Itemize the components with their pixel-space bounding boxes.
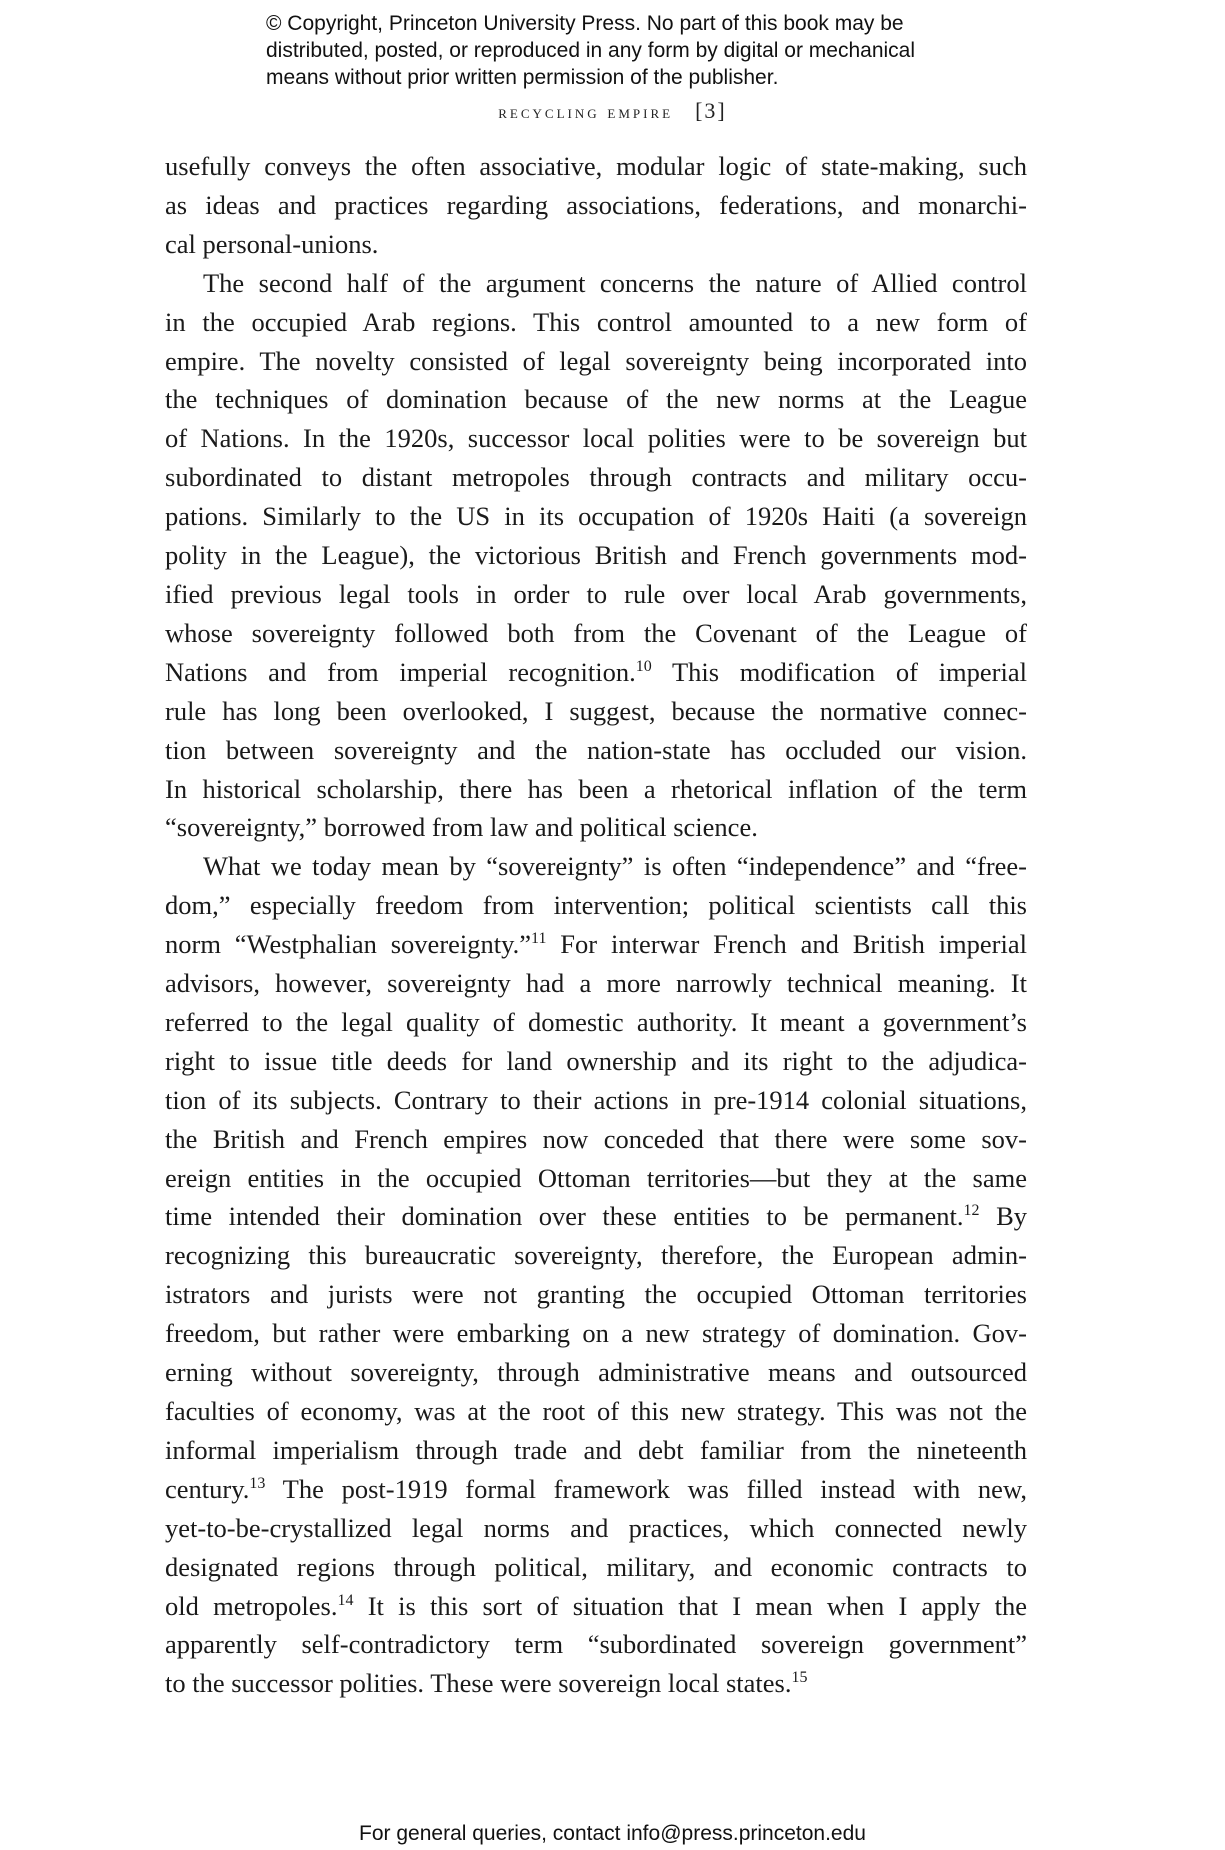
running-head-title: recycling empire	[498, 102, 674, 123]
text-line: faculties of economy, was at the root of this new strategy. This was not the	[165, 1396, 1027, 1426]
text-line: pations. Similarly to the US in its occupation of 1920s Haiti (a sovereign	[165, 501, 1027, 532]
text-line: What we today mean by “sovereignty” is often “independence” and “free-	[203, 851, 1027, 882]
paragraph	[165, 847, 1027, 1703]
footnote-ref[interactable]: 14	[337, 1591, 354, 1609]
text-line: whose sovereignty followed both from the Covenant of the League of	[165, 617, 1027, 648]
footnote-ref[interactable]: 11	[531, 930, 547, 948]
footnote-ref[interactable]: 15	[791, 1669, 808, 1687]
text-line-with-note	[165, 653, 1027, 692]
text-run: to the successor polities. These were sovereign local states.	[165, 1668, 792, 1699]
text-line-with-note	[165, 1470, 1027, 1509]
text-line: cal personal-unions.	[165, 228, 379, 259]
text-line: rule has long been overlooked, I suggest, because the normative connec-	[165, 695, 1027, 726]
copyright-line: © Copyright, Princeton University Press. No part of this book may be	[266, 12, 904, 35]
text-run: For interwar French and British imperial	[546, 929, 1027, 960]
text-run: This modification of imperial	[651, 656, 1027, 687]
text-line-with-note	[165, 1197, 1027, 1236]
text-line: dom,” especially freedom from intervention; political scientists call this	[165, 890, 1027, 921]
text-line-with-note	[165, 1587, 1027, 1626]
text-line-with-note	[165, 925, 1027, 964]
copyright-line: means without prior written permission of the publisher.	[266, 66, 779, 89]
footer-contact: For general queries, contact info@press.princeton.edu	[359, 1822, 866, 1845]
text-line: In historical scholarship, there has been a rhetorical inflation of the term	[165, 773, 1027, 804]
running-head	[0, 98, 1225, 124]
paragraph	[165, 264, 1027, 848]
text-run: norm “Westphalian sovereignty.”	[165, 929, 532, 960]
text-run: time intended their domination over these entities to be permanent.	[165, 1201, 964, 1232]
text-line: tion between sovereignty and the nation-state has occluded our vision.	[165, 734, 1027, 765]
footnote-ref[interactable]: 12	[963, 1202, 980, 1220]
paragraph	[165, 147, 1027, 264]
text-line: ereign entities in the occupied Ottoman territories—but they at the same	[165, 1162, 1027, 1193]
text-run: The post-1919 formal framework was filled instead with new,	[265, 1473, 1027, 1504]
text-line: “sovereignty,” borrowed from law and political science.	[165, 812, 758, 843]
text-run: old metropoles.	[165, 1590, 338, 1621]
text-line: advisors, however, sovereignty had a more narrowly technical meaning. It	[165, 968, 1027, 999]
text-line: ified previous legal tools in order to rule over local Arab governments,	[165, 578, 1027, 609]
text-line: referred to the legal quality of domestic authority. It meant a government’s	[165, 1006, 1027, 1037]
text-line: usefully conveys the often associative, modular logic of state-making, such	[165, 151, 1027, 181]
text-line: subordinated to distant metropoles through contracts and military occu-	[165, 462, 1027, 493]
text-line: istrators and jurists were not granting the occupied Ottoman territories	[165, 1279, 1027, 1310]
footnote-ref[interactable]: 10	[635, 657, 652, 675]
text-run: century.	[165, 1473, 250, 1504]
footnote-ref[interactable]: 13	[249, 1474, 266, 1492]
text-line: recognizing this bureaucratic sovereignty, therefore, the European admin-	[165, 1240, 1027, 1271]
text-line: of Nations. In the 1920s, successor local polities were to be sovereign but	[165, 423, 1027, 454]
text-line: the British and French empires now conceded that there were some sov-	[165, 1123, 1027, 1154]
text-line: The second half of the argument concerns the nature of Allied control	[203, 267, 1027, 298]
text-line: erning without sovereignty, through administrative means and outsourced	[165, 1357, 1027, 1388]
text-line: the techniques of domination because of the new norms at the League	[165, 384, 1027, 415]
text-line: apparently self-contradictory term “subordinated sovereign government”	[165, 1629, 1027, 1660]
text-run: Nations and from imperial recognition.	[165, 656, 636, 687]
text-line-with-note	[165, 1664, 1027, 1703]
text-line: in the occupied Arab regions. This control amounted to a new form of	[165, 306, 1027, 337]
copyright-notice	[266, 10, 986, 91]
text-run: It is this sort of situation that I mean when I apply the	[353, 1590, 1027, 1621]
body-text	[165, 147, 1027, 1703]
page-number: [3]	[695, 98, 727, 123]
text-line: empire. The novelty consisted of legal sovereignty being incorporated into	[165, 345, 1027, 376]
text-line: polity in the League), the victorious British and French governments mod-	[165, 540, 1027, 571]
text-line: informal imperialism through trade and debt familiar from the nineteenth	[165, 1434, 1027, 1465]
text-run: By	[979, 1201, 1028, 1232]
copyright-line: distributed, posted, or reproduced in any form by digital or mechanical	[266, 39, 916, 62]
text-line: as ideas and practices regarding associations, federations, and monarchi-	[165, 189, 1027, 220]
text-line: tion of its subjects. Contrary to their actions in pre-1914 colonial situations,	[165, 1084, 1027, 1115]
text-line: yet-to-be-crystallized legal norms and practices, which connected newly	[165, 1512, 1027, 1543]
text-line: freedom, but rather were embarking on a new strategy of domination. Gov-	[165, 1318, 1027, 1349]
text-line: right to issue title deeds for land ownership and its right to the adjudica-	[165, 1045, 1027, 1076]
text-line: designated regions through political, military, and economic contracts to	[165, 1551, 1027, 1582]
